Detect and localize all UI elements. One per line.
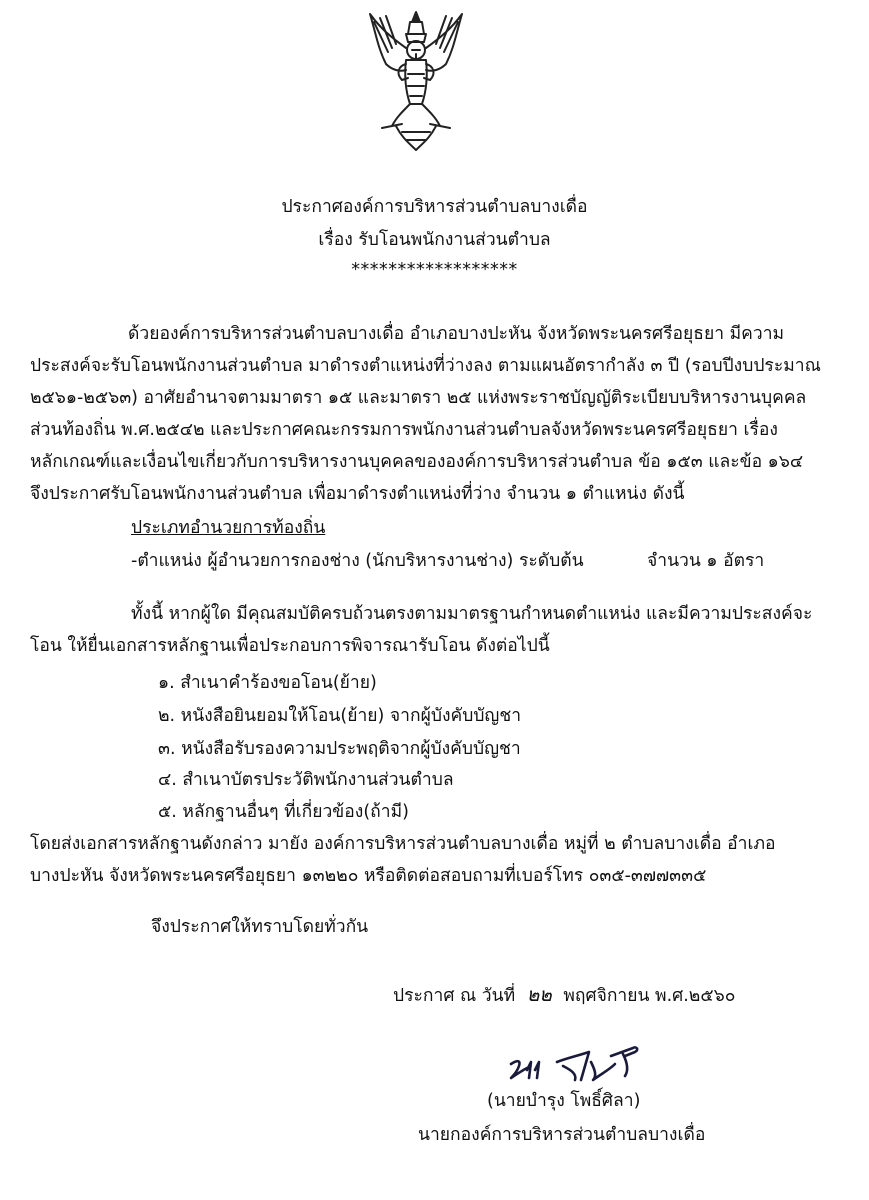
announcement-subject: เรื่อง รับโอนพนักงานส่วนตำบล <box>318 230 551 250</box>
announcement-title: ประกาศองค์การบริหารส่วนตำบลบางเดื่อ <box>281 197 588 217</box>
signatory-title: นายกองค์การบริหารส่วนตำบลบางเดื่อ <box>418 1125 706 1145</box>
handwritten-signature <box>505 1040 655 1088</box>
document-list-item: ๓. หนังสือรับรองความประพฤติจากผู้บังคับบัญชา <box>158 739 521 759</box>
paragraph-line: หลักเกณฑ์และเงื่อนไขเกี่ยวกับการบริหารงานบุคคลขององค์การบริหารส่วนตำบล ข้อ ๑๕๓ และข้อ ๑๖๔ <box>30 452 804 472</box>
paragraph-line: ทั้งนี้ หากผู้ใด มีคุณสมบัติครบถ้วนตรงตามมาตรฐานกำหนดตำแหน่ง และมีความประสงค์จะ <box>131 604 813 624</box>
garuda-emblem-icon <box>362 8 470 154</box>
paragraph-line: ส่วนท้องถิ่น พ.ศ.๒๕๔๒ และประกาศคณะกรรมการพนักงานส่วนตำบลจังหวัดพระนครศรีอยุธยา เรื่อง <box>30 420 778 440</box>
signatory-name: (นายบำรุง โพธิ์ศิลา) <box>487 1091 641 1111</box>
paragraph-line: จึงประกาศรับโอนพนักงานส่วนตำบล เพื่อมาดำรงตำแหน่งที่ว่าง จำนวน ๑ ตำแหน่ง ดังนี้ <box>30 484 685 504</box>
paragraph-line: ๒๕๖๑-๒๕๖๓) อาศัยอำนาจตามมาตรา ๑๕ และมาตรา ๒๕ แห่งพระราชบัญญัติระเบียบบริหารงานบุคคล <box>30 388 807 408</box>
position-count: จำนวน ๑ อัตรา <box>647 551 765 571</box>
announcement-date <box>393 984 735 1007</box>
date-prefix: ประกาศ ณ วันที่ <box>393 986 516 1006</box>
paragraph-line: โดยส่งเอกสารหลักฐานดังกล่าว มายัง องค์การบริหารส่วนตำบลบางเดื่อ หมู่ที่ ๒ ตำบลบางเดื่อ อำเภอ <box>30 834 776 854</box>
date-month-year: พฤศจิกายน พ.ศ.๒๕๖๐ <box>563 986 736 1006</box>
document-list-item: ๑. สำเนาคำร้องขอโอน(ย้าย) <box>158 673 377 693</box>
date-day: ๒๒ <box>526 984 552 1006</box>
document-list-item: ๕. หลักฐานอื่นๆ ที่เกี่ยวข้อง(ถ้ามี) <box>158 802 409 822</box>
title-separator: ****************** <box>351 260 518 280</box>
paragraph-line: ด้วยองค์การบริหารส่วนตำบลบางเดื่อ อำเภอบางปะหัน จังหวัดพระนครศรีอยุธยา มีความ <box>128 324 785 344</box>
paragraph-line: โอน ให้ยื่นเอกสารหลักฐานเพื่อประกอบการพิจารณารับโอน ดังต่อไปนี้ <box>30 636 550 656</box>
paragraph-line: ประสงค์จะรับโอนพนักงานส่วนตำบล มาดำรงตำแหน่งที่ว่างลง ตามแผนอัตรากำลัง ๓ ปี (รอบปีงบประมาณ <box>30 356 821 376</box>
category-heading: ประเภทอำนวยการท้องถิ่น <box>131 518 326 538</box>
paragraph-line: บางปะหัน จังหวัดพระนครศรีอยุธยา ๑๓๒๒๐ หรือติดต่อสอบถามที่เบอร์โทร ๐๓๕-๓๗๗๓๓๕ <box>30 866 707 886</box>
document-list-item: ๒. หนังสือยินยอมให้โอน(ย้าย) จากผู้บังคับบัญชา <box>158 706 522 726</box>
document-list-item: ๔. สำเนาบัตรประวัติพนักงานส่วนตำบล <box>158 770 454 790</box>
position-title: -ตำแหน่ง ผู้อำนวยการกองช่าง (นักบริหารงานช่าง) ระดับต้น <box>131 551 584 571</box>
closing-statement: จึงประกาศให้ทราบโดยทั่วกัน <box>151 917 369 937</box>
